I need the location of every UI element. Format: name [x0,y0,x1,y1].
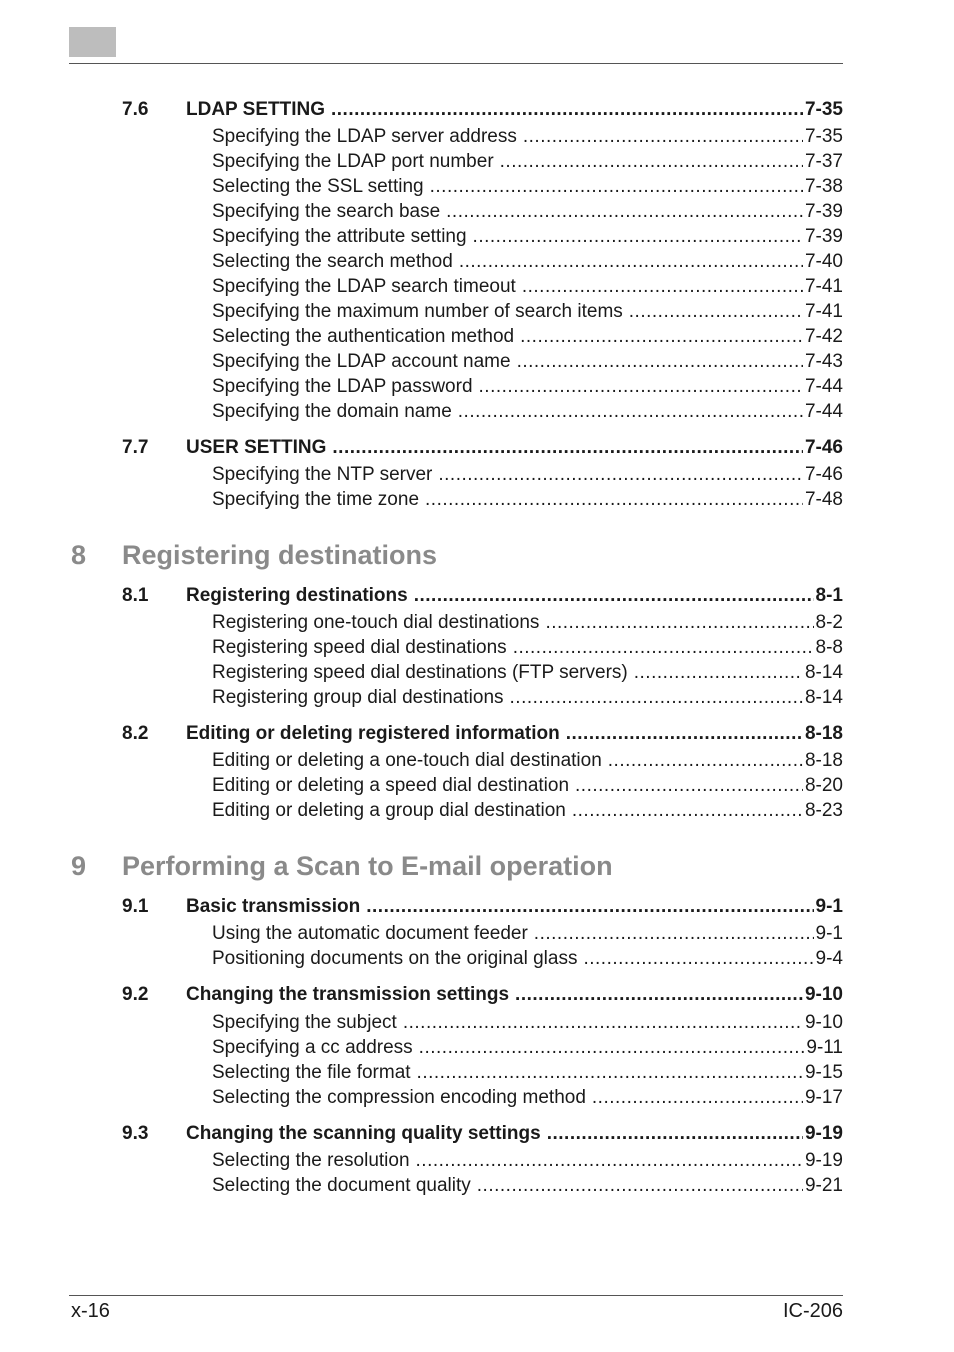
toc-item[interactable] [212,949,843,968]
toc-item[interactable] [212,152,843,171]
toc-item[interactable] [212,352,843,371]
toc-page: 9-19 [804,1150,843,1171]
leader-dots [629,302,803,321]
toc-item[interactable] [212,801,843,820]
leader-dots [513,638,814,657]
toc-item[interactable] [212,638,843,657]
toc-page: 9-17 [804,1087,843,1108]
leader-dots [547,1124,803,1143]
toc-page: 8-1 [815,585,843,606]
toc-item[interactable] [212,177,843,196]
leader-dots [473,227,803,246]
toc-page: 7-37 [804,151,843,172]
section-number: 7.6 [122,99,149,120]
toc-title: Selecting the search method [212,251,453,272]
toc-item[interactable] [212,663,843,682]
toc-title: Selecting the file format [212,1062,411,1083]
toc-item[interactable] [212,1151,843,1170]
toc-item[interactable] [212,127,843,146]
toc-page: 8-8 [815,637,843,658]
toc-item[interactable] [212,402,843,421]
toc-item[interactable] [212,1176,843,1195]
toc-title: Editing or deleting a speed dial destination [212,775,570,796]
toc-item[interactable] [212,465,843,484]
leader-dots [515,985,803,1004]
footer-model-name: IC-206 [782,1300,843,1322]
footer-rule [69,1295,843,1296]
section-number: 9.2 [122,984,149,1005]
chapter-tab-marker [69,27,116,57]
toc-title: Specifying a cc address [212,1037,413,1058]
leader-dots [366,897,813,916]
toc-page: 7-41 [804,276,843,297]
toc-page: 8-20 [804,775,843,796]
toc-section[interactable] [186,100,843,119]
toc-page: 7-35 [804,126,843,147]
toc-item[interactable] [212,776,843,795]
chapter-number: 9 [71,851,87,881]
header-rule [69,63,843,64]
toc-page: 7-35 [804,99,843,120]
toc-title: Using the automatic document feeder [212,923,528,944]
leader-dots [545,613,813,632]
toc-item[interactable] [212,1013,843,1032]
toc-title: Selecting the SSL setting [212,176,424,197]
toc-title: Specifying the maximum number of search items [212,301,623,322]
toc-page: 8-14 [804,687,843,708]
leader-dots [477,1176,803,1195]
toc-title: Changing the scanning quality settings [186,1123,541,1144]
toc-title: Specifying the LDAP search timeout [212,276,516,297]
toc-title: Selecting the authentication method [212,326,515,347]
toc-page: 9-10 [804,984,843,1005]
leader-dots [459,252,803,271]
leader-dots [522,277,803,296]
leader-dots [430,177,803,196]
toc-page: 8-18 [804,750,843,771]
toc-title: Specifying the search base [212,201,441,222]
leader-dots [414,586,814,605]
toc-section[interactable] [186,438,843,457]
toc-page: 7-38 [804,176,843,197]
leader-dots [534,924,814,943]
toc-page: 7-43 [804,351,843,372]
chapter-title[interactable]: Performing a Scan to E-mail operation [122,851,613,881]
toc-page: 9-21 [804,1175,843,1196]
toc-page: 7-42 [804,326,843,347]
section-number: 7.7 [122,437,149,458]
toc-item[interactable] [212,688,843,707]
toc-title: Positioning documents on the original glass [212,948,578,969]
toc-title: Specifying the LDAP server address [212,126,517,147]
leader-dots [416,1151,803,1170]
section-number: 8.1 [122,585,149,606]
toc-item[interactable] [212,302,843,321]
toc-item[interactable] [212,377,843,396]
toc-item[interactable] [212,1063,843,1082]
leader-dots [510,688,803,707]
toc-page: 9-4 [815,948,843,969]
toc-page: 7-40 [804,251,843,272]
toc-section[interactable] [186,724,843,743]
leader-dots [517,352,803,371]
toc-title: Selecting the resolution [212,1150,410,1171]
leader-dots [592,1088,803,1107]
toc-page: 9-1 [815,923,843,944]
toc-item[interactable] [212,327,843,346]
toc-item[interactable] [212,751,843,770]
leader-dots [438,465,803,484]
toc-title: Registering speed dial destinations (FTP servers) [212,662,628,683]
toc-page: 9-10 [804,1012,843,1033]
toc-title: Selecting the compression encoding method [212,1087,586,1108]
toc-page: 8-14 [804,662,843,683]
toc-page: 7-41 [804,301,843,322]
toc-section[interactable] [186,897,843,916]
toc-page: 7-44 [804,376,843,397]
leader-dots [500,152,803,171]
footer-page-number: x-16 [71,1300,110,1322]
toc-title: Specifying the LDAP password [212,376,473,397]
section-number: 9.3 [122,1123,149,1144]
toc-item[interactable] [212,227,843,246]
toc-title: Specifying the time zone [212,489,420,510]
toc-page: 9-1 [815,896,843,917]
toc-item[interactable] [212,613,843,632]
leader-dots [458,402,803,421]
toc-page: 7-39 [804,226,843,247]
chapter-number: 8 [71,540,87,570]
toc-page: 7-46 [804,464,843,485]
toc-title: Selecting the document quality [212,1175,471,1196]
toc-page: 9-19 [804,1123,843,1144]
leader-dots [566,724,803,743]
toc-page: 8-2 [815,612,843,633]
chapter-title[interactable]: Registering destinations [122,540,438,570]
toc-item[interactable] [212,252,843,271]
leader-dots [332,438,803,457]
toc-title: Specifying the subject [212,1012,397,1033]
toc-title: Specifying the domain name [212,401,452,422]
toc-item[interactable] [212,1038,843,1057]
leader-dots [572,801,803,820]
toc-title: USER SETTING [186,437,327,458]
toc-title: Specifying the NTP server [212,464,433,485]
toc-item[interactable] [212,490,843,509]
toc-page: 8-18 [804,723,843,744]
toc-title: Editing or deleting a one-touch dial destination [212,750,602,771]
leader-dots [417,1063,803,1082]
toc-title: Registering one-touch dial destinations [212,612,540,633]
toc-title: Basic transmission [186,896,361,917]
leader-dots [419,1038,805,1057]
toc-title: Specifying the LDAP port number [212,151,494,172]
toc-item[interactable] [212,277,843,296]
toc-title: Specifying the attribute setting [212,226,467,247]
leader-dots [583,949,813,968]
toc-item[interactable] [212,1088,843,1107]
toc-page: 7-48 [804,489,843,510]
leader-dots [331,100,803,119]
leader-dots [520,327,803,346]
section-number: 9.1 [122,896,149,917]
leader-dots [425,490,803,509]
leader-dots [523,127,803,146]
toc-section[interactable] [186,1124,843,1143]
toc-item[interactable] [212,924,843,943]
toc-title: Specifying the LDAP account name [212,351,511,372]
toc-title: Changing the transmission settings [186,984,510,1005]
leader-dots [403,1013,803,1032]
toc-section[interactable] [186,586,843,605]
toc-title: Registering group dial destinations [212,687,504,708]
toc-title: LDAP SETTING [186,99,325,120]
leader-dots [608,751,803,770]
toc-item[interactable] [212,202,843,221]
toc-page: 8-23 [804,800,843,821]
toc-page: 7-39 [804,201,843,222]
leader-dots [575,776,803,795]
toc-page: 9-15 [804,1062,843,1083]
section-number: 8.2 [122,723,149,744]
toc-title: Editing or deleting a group dial destination [212,800,566,821]
toc-page: 7-44 [804,401,843,422]
toc-page: 9-11 [806,1037,843,1058]
toc-title: Registering destinations [186,585,408,606]
leader-dots [634,663,803,682]
toc-section[interactable] [186,985,843,1004]
leader-dots [446,202,803,221]
toc-title: Editing or deleting registered information [186,723,560,744]
leader-dots [479,377,803,396]
toc-page: 7-46 [804,437,843,458]
toc-title: Registering speed dial destinations [212,637,507,658]
